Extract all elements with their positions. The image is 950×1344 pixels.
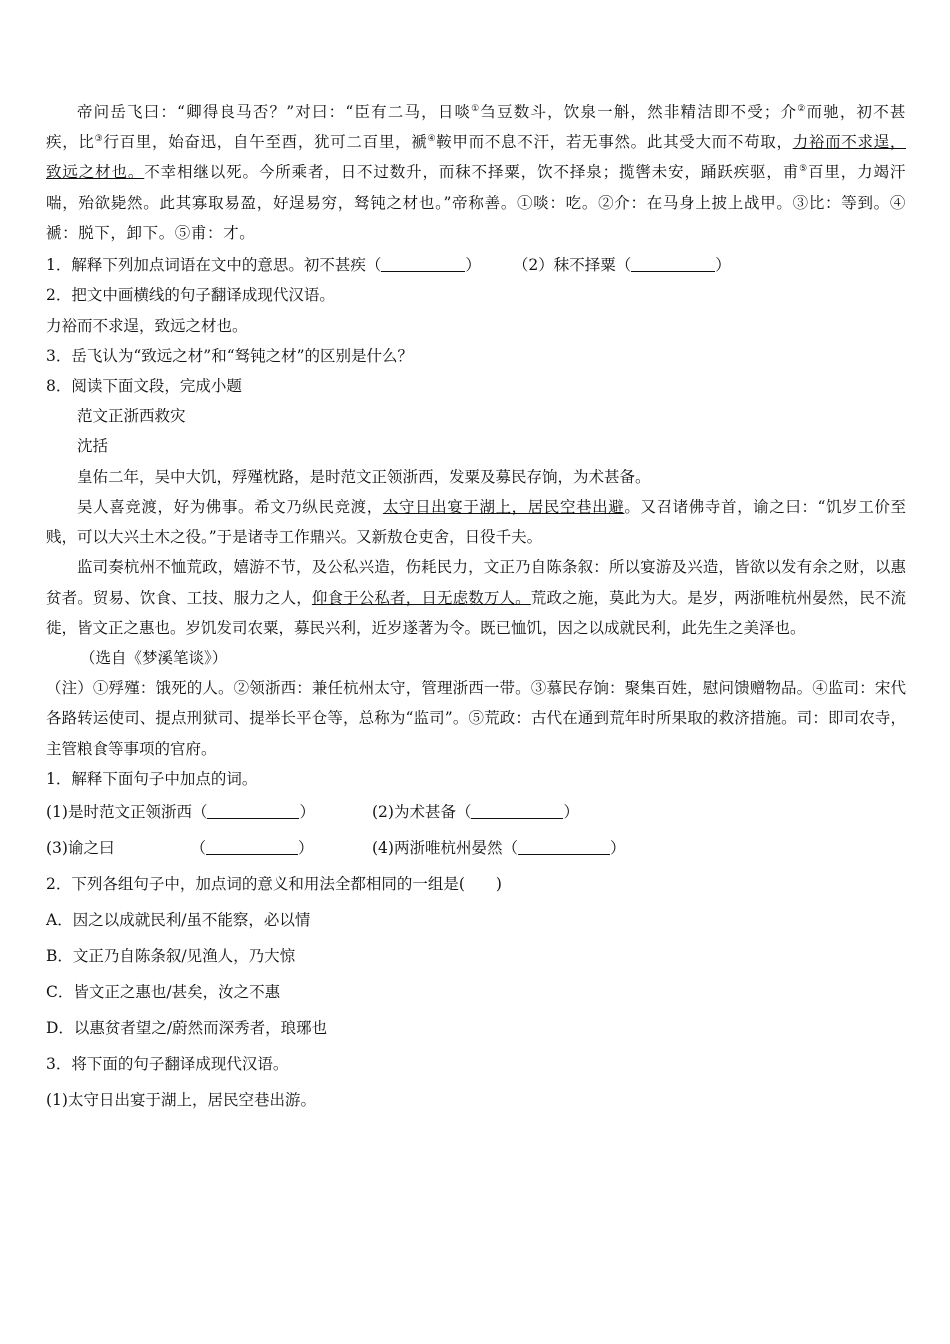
passage-text: 不幸相继以死。今所乘者，日不过数升，而秣不择粟，饮不择泉；揽辔未安，踊跃疾驱，甫 xyxy=(144,163,800,182)
passage-paragraph xyxy=(46,492,906,552)
question-2: 2．下列各组句子中，加点词的意义和用法全都相同的一组是( ) xyxy=(46,875,502,894)
passage-author: 沈括 xyxy=(77,437,109,456)
question-1-row xyxy=(46,794,906,830)
section-heading: 8．阅读下面文段，完成小题 xyxy=(46,376,242,395)
question-3: 3．岳飞认为“致远之材”和“驽钝之材”的区别是什么？ xyxy=(46,346,414,365)
answer-blank[interactable] xyxy=(471,804,563,819)
question-2-sentence: 力裕而不求逞，致远之材也。 xyxy=(46,316,248,335)
sub-question: (2)为术甚备（ xyxy=(372,803,472,822)
passage-text: 吴人喜竞渡，好为佛事。希文乃纵民竞渡， xyxy=(77,497,383,516)
question-3-item: (1)太守日出宴于湖上，居民空巷出游。 xyxy=(46,1091,316,1110)
option-c[interactable]: C．皆文正之惠也/甚矣，汝之不惠 xyxy=(46,983,281,1002)
document-page xyxy=(46,97,906,1118)
passage-text: 帝问岳飞曰：“卿得良马否？”对曰：“臣有二马，日啖 xyxy=(77,103,472,121)
sub-question-col xyxy=(372,794,579,830)
option-a[interactable]: A．因之以成就民利/虽不能察，必以情 xyxy=(46,911,311,930)
passage-notes: （注）①殍殣：饿死的人。②领浙西：兼任杭州太守，管理浙西一带。③慕民存饷：聚集百姓，慰问馈赠物品。④监司：宋代各路转运使司、提点刑狱司、提举长平仓等，总称为“监司”。⑤荒政：古代在通到荒年时所果取的救济措施。司：即司农寺，主管粮食等事项的官府。 xyxy=(46,679,906,758)
sub-question: ） xyxy=(297,839,314,858)
option-d[interactable]: D．以惠贫者望之/蔚然而深秀者，琅琊也 xyxy=(46,1019,328,1038)
question-text: 1．解释下列加点词语在文中的意思。初不甚疾（ xyxy=(46,256,382,275)
answer-blank[interactable] xyxy=(206,840,298,855)
passage-text: 行百里，始奋迅，自午至酉，犹可二百里，褫 xyxy=(103,133,428,152)
sub-question: （ xyxy=(190,839,206,858)
footnote-marker: ④ xyxy=(427,134,437,145)
underlined-sentence: 仰食于公私者，日无虑数万人。 xyxy=(311,588,531,607)
answer-blank[interactable] xyxy=(518,840,610,855)
option-b[interactable]: B．文正乃自陈条叙/见渔人，乃大惊 xyxy=(46,947,296,966)
footnote-marker: ⑤ xyxy=(799,164,809,175)
passage-paragraph xyxy=(46,552,906,643)
passage-text: 百里，力竭汗喘，殆欲毙然。此其寡取易盈，好逞易穷，驽钝之材也。”帝称善。①啖：吃。②介：在马身上披上战甲。③比：等到。④褫：脱下，卸下。⑤甫：才。 xyxy=(46,163,906,242)
sub-question: ） xyxy=(609,839,626,858)
answer-blank[interactable] xyxy=(381,257,465,272)
sub-question: (3)谕之曰 xyxy=(46,839,115,858)
sub-question: ） xyxy=(563,803,579,822)
yuefei-passage xyxy=(46,97,906,248)
question-3: 3．将下面的句子翻译成现代汉语。 xyxy=(46,1055,289,1074)
question-text: （2）秣不择粟（ xyxy=(512,256,632,275)
passage-text: 。又召诸佛寺首，谕之曰：“饥岁工价至贱，可以大兴土木之役。”于是诸寺工作鼎兴。又新敖仓吏舍，日役千夫。 xyxy=(46,497,906,547)
passage-text: 鞍甲而不息不汗，若无事然。此其受大而不苟取， xyxy=(436,133,793,152)
question-1 xyxy=(46,250,906,280)
passage-text: 监司奏杭州不恤荒政，嬉游不节，及公私兴造，伤耗民力，文正乃自陈条叙：所以宴游及兴造，皆欲以发有余之财，以惠贫者。贸易、饮食、工技、服力之人， xyxy=(46,558,906,607)
sub-question: (4)两浙唯杭州晏然（ xyxy=(372,839,518,858)
passage-text: 而驰，初不甚疾，比 xyxy=(46,103,906,152)
answer-blank[interactable] xyxy=(631,257,715,272)
question-2: 2．把文中画横线的句子翻译成现代汉语。 xyxy=(46,286,335,305)
question-1: 1．解释下面句子中加点的词。 xyxy=(46,769,258,788)
passage-source: （选自《梦溪笔谈》） xyxy=(80,648,228,667)
sub-question-col xyxy=(372,830,625,866)
sub-question: (1)是时范文正领浙西（ xyxy=(46,803,208,822)
passage-paragraph: 皇佑二年，吴中大饥，殍殣枕路，是时范文正领浙西，发粟及募民存饷，为术甚备。 xyxy=(77,467,651,486)
passage-title: 范文正浙西救灾 xyxy=(77,407,186,426)
sub-question: ） xyxy=(299,803,315,822)
footnote-marker: ③ xyxy=(94,134,104,145)
question-text: ） xyxy=(465,256,481,275)
question-text: ） xyxy=(715,256,731,275)
passage-text: 荒政之施，莫此为大。是岁，两浙唯杭州晏然，民不流徙，皆文正之惠也。岁饥发司农粟，募民兴利，近岁遂著为令。既已恤饥，因之以成就民利，此先生之美泽也。 xyxy=(46,588,906,637)
footnote-marker: ② xyxy=(797,103,807,114)
question-1-row xyxy=(46,830,906,866)
answer-blank[interactable] xyxy=(207,804,299,819)
footnote-marker: ① xyxy=(471,103,481,114)
underlined-sentence: 力裕而不求逞，致远之材也。 xyxy=(46,133,907,182)
underlined-sentence: 太守日出宴于湖上，居民空巷出避 xyxy=(382,497,625,516)
passage-text: 刍豆数斗，饮泉一斛，然非精洁即不受；介 xyxy=(480,103,798,121)
